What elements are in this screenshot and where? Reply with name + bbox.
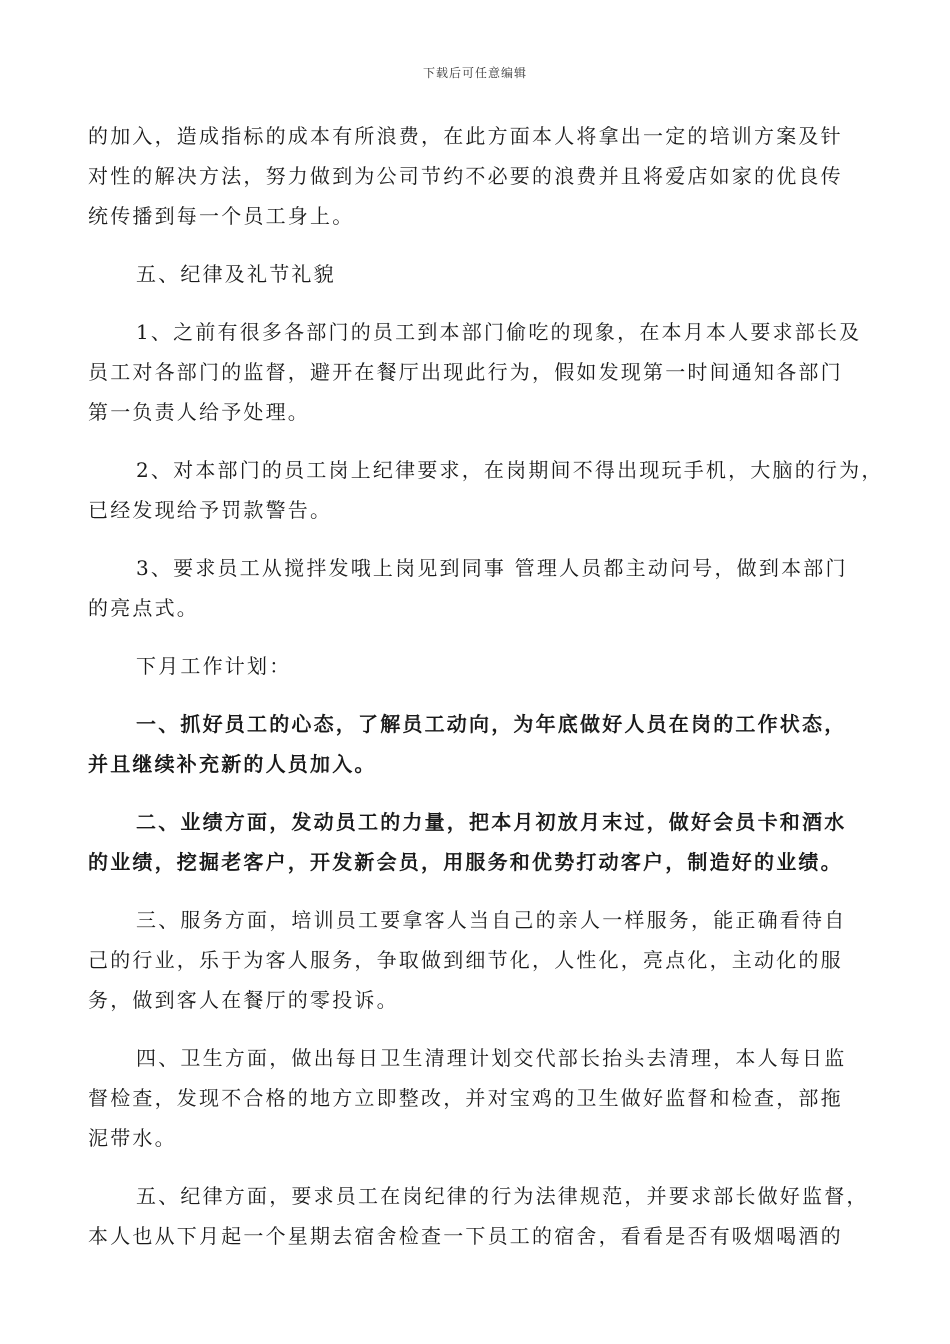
section-heading-next-month-plan — [88, 646, 858, 686]
text-line: 2、对本部门的员工岗上纪律要求，在岗期间不得出现玩手机，大脑的行为， — [136, 458, 884, 482]
text-line: 务，做到客人在餐厅的零投诉。 — [88, 988, 399, 1012]
text-line: 的加入，造成指标的成本有所浪费，在此方面本人将拿出一定的培训方案及针 — [88, 124, 843, 148]
heading-line: 下月工作计划： — [136, 654, 292, 678]
text-line: 3、要求员工从搅拌发哦上岗见到同事 管理人员都主动问号，做到本部门 — [136, 556, 848, 580]
text-line: 一、抓好员工的心态，了解员工动向，为年底做好人员在岗的工作状态， — [136, 712, 847, 736]
text-line: 四、卫生方面，做出每日卫生清理计划交代部长抬头去清理，本人每日监 — [136, 1046, 847, 1070]
text-line: 五、纪律方面，要求员工在岗纪律的行为法律规范，并要求部长做好监督， — [136, 1184, 869, 1208]
text-line: 督检查，发现不合格的地方立即整改，并对宝鸡的卫生做好监督和检查，部拖 — [88, 1086, 843, 1110]
paragraph-plan-1 — [88, 704, 858, 784]
paragraph-item-3 — [88, 548, 858, 628]
text-line: 己的行业，乐于为客人服务，争取做到细节化，人性化，亮点化，主动化的服 — [88, 948, 843, 972]
paragraph-plan-3 — [88, 900, 858, 1020]
text-line: 对性的解决方法，努力做到为公司节约不必要的浪费并且将爱店如家的优良传 — [88, 164, 843, 188]
paragraph-plan-4 — [88, 1038, 858, 1158]
section-heading-discipline — [88, 254, 858, 294]
text-line: 泥带水。 — [88, 1126, 177, 1150]
text-line: 第一负责人给予处理。 — [88, 400, 310, 424]
text-line: 并且继续补充新的人员加入。 — [88, 752, 377, 776]
text-line: 本人也从下月起一个星期去宿舍检查一下员工的宿舍，看看是否有吸烟喝酒的 — [88, 1224, 843, 1248]
text-line: 三、服务方面，培训员工要拿客人当自己的亲人一样服务，能正确看待自 — [136, 908, 847, 932]
text-line: 统传播到每一个员工身上。 — [88, 204, 355, 228]
document-body — [88, 116, 884, 1274]
text-line: 二、业绩方面，发动员工的力量，把本月初放月末过，做好会员卡和酒水 — [136, 810, 847, 834]
heading-line: 五、纪律及礼节礼貌 — [136, 262, 336, 286]
text-line: 已经发现给予罚款警告。 — [88, 498, 333, 522]
text-line: 员工对各部门的监督，避开在餐厅出现此行为，假如发现第一时间通知各部门 — [88, 360, 843, 384]
text-line: 的亮点式。 — [88, 596, 199, 620]
paragraph-plan-2 — [88, 802, 858, 882]
page-header: 下载后可任意编辑 — [422, 66, 527, 80]
text-line: 1、之前有很多各部门的员工到本部门偷吃的现象，在本月本人要求部长及 — [136, 320, 862, 344]
paragraph-training-waste — [88, 116, 858, 236]
paragraph-item-2 — [88, 450, 884, 530]
text-line: 的业绩，挖掘老客户，开发新会员，用服务和优势打动客户，制造好的业绩。 — [88, 850, 843, 874]
paragraph-item-1 — [88, 312, 862, 432]
paragraph-plan-5 — [88, 1176, 869, 1256]
